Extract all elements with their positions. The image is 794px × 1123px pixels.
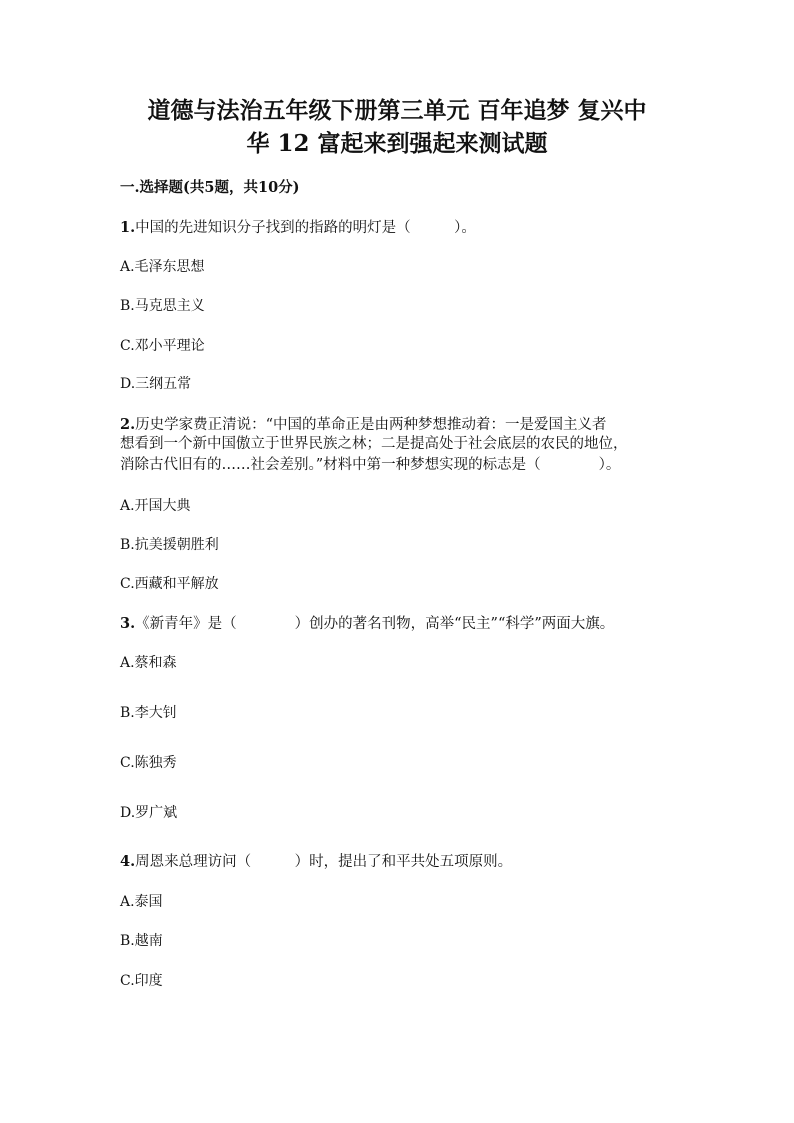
document-title-line-2: 华 12 富起来到强起来测试题 — [246, 130, 548, 157]
question-3-option-a: A.蔡和森 — [120, 655, 177, 671]
question-1-option-c: C.邓小平理论 — [120, 338, 205, 354]
question-number: 3. — [120, 615, 136, 632]
question-4-option-c: C.印度 — [120, 973, 163, 989]
section-heading: 一.选择题(共5题，共10分) — [120, 179, 300, 196]
question-number: 2. — [120, 416, 136, 433]
question-2-text-line-3: 消除古代旧有的……社会差别。”材料中第一种梦想实现的标志是（ ）。 — [120, 457, 621, 473]
question-2 — [120, 415, 607, 435]
question-1-option-d: D.三纲五常 — [120, 376, 192, 392]
question-1-option-a: A.毛泽东思想 — [120, 259, 205, 275]
question-4-option-a: A.泰国 — [120, 894, 163, 910]
question-4-option-b: B.越南 — [120, 933, 163, 949]
question-2-option-b: B.抗美援朝胜利 — [120, 537, 219, 553]
question-2-option-c: C.西藏和平解放 — [120, 576, 219, 592]
question-text: 中国的先进知识分子找到的指路的明灯是（ ）。 — [135, 220, 476, 236]
document-title-line-1: 道德与法治五年级下册第三单元 百年追梦 复兴中 — [147, 97, 647, 124]
question-3-option-d: D.罗广斌 — [120, 805, 178, 821]
question-number: 1. — [120, 219, 136, 236]
question-number: 4. — [120, 853, 136, 870]
question-2-option-a: A.开国大典 — [120, 498, 191, 514]
question-3 — [120, 614, 614, 634]
question-1 — [120, 218, 476, 238]
question-text: 《新青年》是（ ）创办的著名刊物，高举“民主”“科学”两面大旗。 — [135, 616, 615, 632]
question-text: 周恩来总理访问（ ）时，提出了和平共处五项原则。 — [135, 854, 513, 870]
question-3-option-b: B.李大钊 — [120, 705, 177, 721]
question-2-text-line-2: 想看到一个新中国傲立于世界民族之林；二是提高处于社会底层的农民的地位， — [120, 436, 628, 452]
question-3-option-c: C.陈独秀 — [120, 755, 177, 771]
question-text-line-1: 历史学家费正清说：“中国的革命正是由两种梦想推动着：一是爱国主义者 — [135, 417, 607, 433]
question-4 — [120, 852, 512, 872]
question-1-option-b: B.马克思主义 — [120, 298, 205, 314]
